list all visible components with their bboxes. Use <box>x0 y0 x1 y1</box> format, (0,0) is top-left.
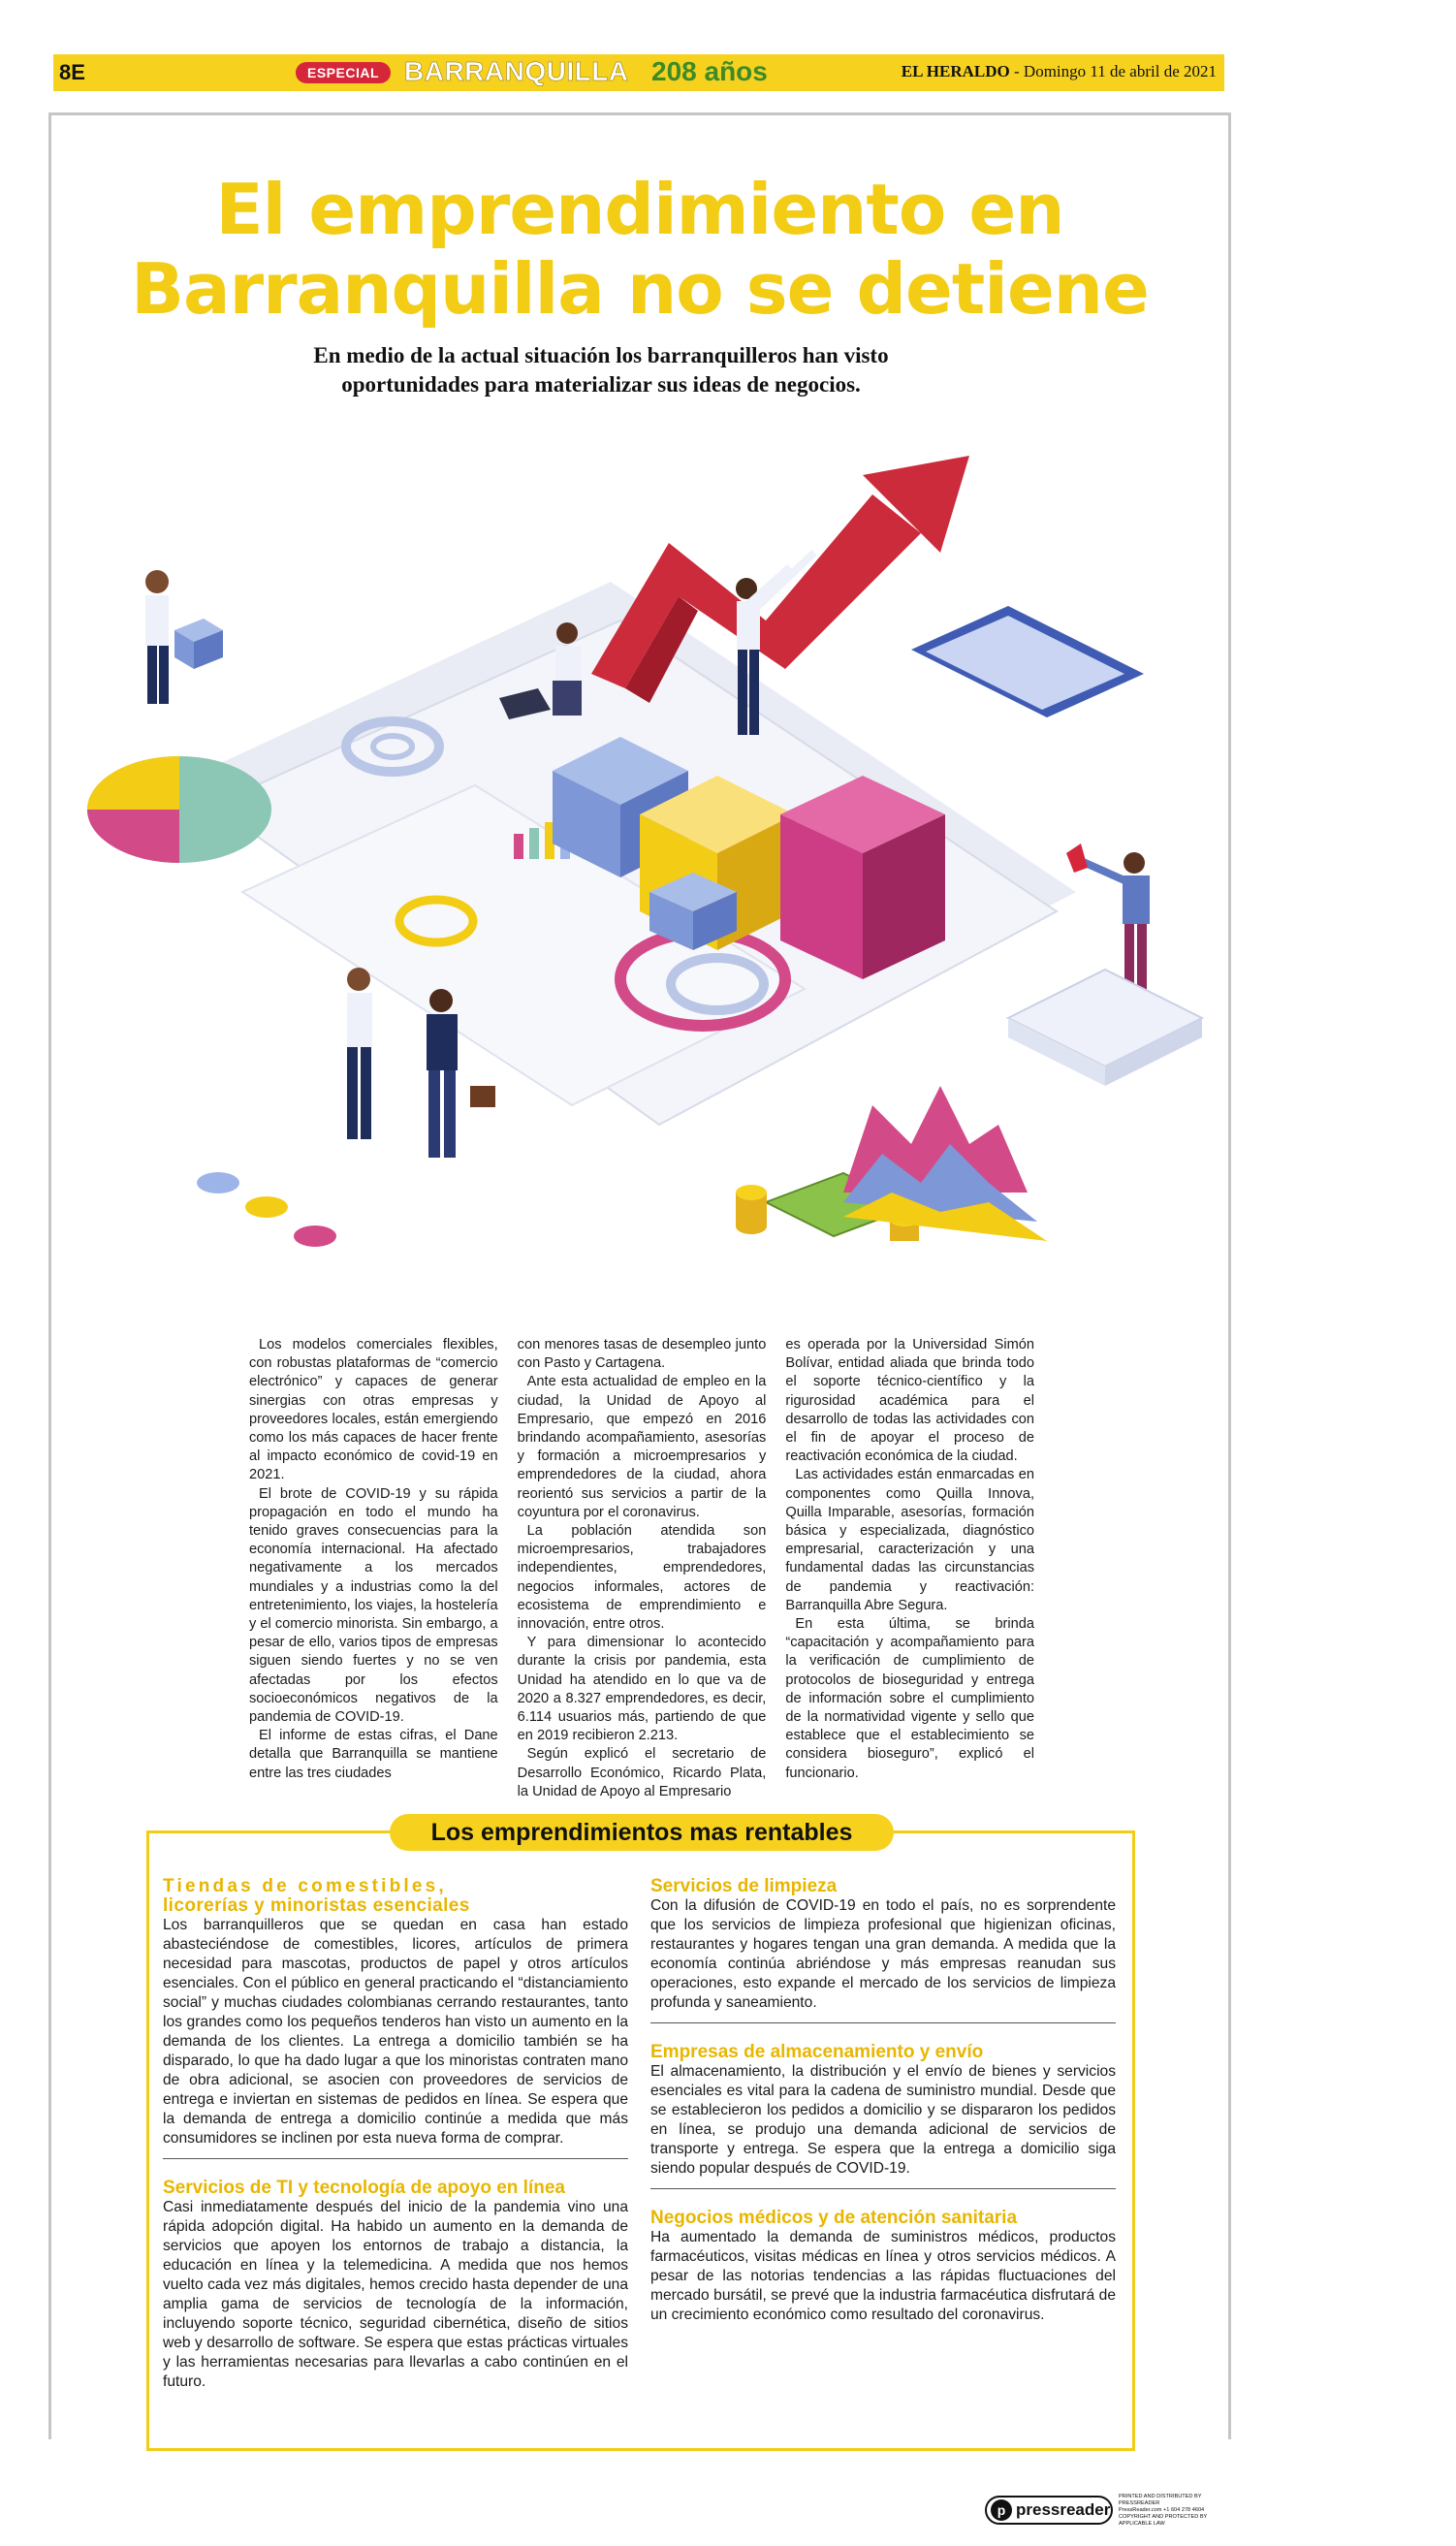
divider <box>650 2188 1116 2189</box>
box-title: Los emprendimientos mas rentables <box>390 1814 894 1851</box>
body-column-2 <box>517 1336 767 1799</box>
business-growth-illustration <box>68 349 1212 1299</box>
notice-line: PRINTED AND DISTRIBUTED BY PRESSREADER <box>1119 2493 1202 2506</box>
notice-line: PressReader.com +1 604 278 4604 <box>1119 2506 1205 2513</box>
item-text: Con la difusión de COVID-19 en todo el país, no es sorprendente que los servicios de limpieza profesional que higienizan oficinas, restaurantes y hogares tengan una gran demanda. A medida que la economía continúa abriéndose y más empresas reanudan sus operaciones, esto expande el mercado de los servicios de limpieza profunda y saneamiento. <box>650 1897 1116 2011</box>
especial-badge: ESPECIAL <box>296 62 391 83</box>
paragraph: con menores tasas de desempleo junto con Pasto y Cartagena. <box>517 1337 767 1372</box>
paragraph: Y para dimensionar lo acontecido durante la crisis por pandemia, esta Unidad ha atendido en lo que va de 2020 a 8.327 emprendedores, es decir, 6.114 usuarios más, partiendo de que en 2019 recibieron 2.213. <box>517 1635 767 1744</box>
page-number: 8E <box>59 60 85 84</box>
box-column-left <box>163 1877 628 2402</box>
paragraph: El brote de COVID-19 y su rápida propagación en todo el mundo ha tenido graves consecuencias para la economía internacional. Ha afectado negativamente a los mercados mundiales y a industrias como la del entretenimiento, los viajes, la hostelería y el comercio minorista. Sin embargo, a pesar de ello, varios tipos de empresas siguen siendo fuertes y no se ven afectadas por los efectos socioeconómicos negativos de la pandemia de COVID-19. <box>249 1485 498 1726</box>
paragraph: Según explicó el secretario de Desarrollo Económico, Ricardo Plata, la Unidad de Apoyo al Empresario <box>517 1746 767 1799</box>
pressreader-notice <box>1119 2494 1239 2528</box>
paragraph: es operada por la Universidad Simón Bolívar, entidad aliada que brinda todo el soporte técnico-científico y la rigurosidad académica para el desarrollo de todas las actividades con el fin de apoyar el proceso de reactivación económica de la ciudad. <box>785 1337 1035 1465</box>
article-subtitle: En medio de la actual situación los barranquilleros han visto oportunidades para materializar sus ideas de negocios. <box>313 343 889 397</box>
publication-date: - Domingo 11 de abril de 2021 <box>1014 62 1217 80</box>
masthead <box>902 62 1217 81</box>
item-title: Empresas de almacenamiento y envío <box>650 2042 984 2062</box>
item-title: licorerías y minoristas esenciales <box>163 1895 470 1916</box>
pressreader-logo[interactable] <box>985 2496 1113 2525</box>
title-line-2: Barranquilla no se detiene <box>131 248 1149 330</box>
section-years: 208 años <box>651 56 768 86</box>
paragraph: Los modelos comerciales flexibles, con robustas plataformas de “comercio electrónico” y capaces de generar sinergias con otras empresas y proveedores locales, están emergiendo como los más capaces de hacer frente al impacto económico de covid-19 en 2021. <box>249 1337 498 1483</box>
paragraph: Ante esta actualidad de empleo en la ciudad, la Unidad de Apoyo al Empresario, que empezó en 2016 brindando acompañamiento, asesorías y formación a microempresarios y emprendedores de la ciudad, ahora reorientó sus servicios a partir de la coyuntura por el coronavirus. <box>517 1374 767 1520</box>
divider <box>163 2158 628 2159</box>
paragraph: El informe de estas cifras, el Dane detalla que Barranquilla se mantiene entre las tres ciudades <box>249 1728 498 1781</box>
body-column-3 <box>785 1336 1035 1781</box>
paragraph: En esta última, se brinda “capacitación y acompañamiento para la verificación de cumplimiento de protocolos de bioseguridad y entrega de información sobre el cumplimiento de la normatividad vigente y sello que establece que el establecimiento se considera bioseguro”, explicó el funcionario. <box>785 1616 1035 1781</box>
paragraph: Las actividades están enmarcadas en componentes como Quilla Innova, Quilla Imparable, asesorías, formación básica y especializada, diagnóstico empresarial, caracterización y una fundamental dadas las circunstancias de pandemia y reactivación: Barranquilla Abre Segura. <box>785 1467 1035 1613</box>
pressreader-footer <box>985 2494 1241 2527</box>
item-title: Servicios de TI y tecnología de apoyo en línea <box>163 2178 565 2198</box>
item-title: Servicios de limpieza <box>650 1876 838 1896</box>
box-column-right <box>650 1877 1116 2335</box>
pressreader-brand: pressreader <box>1016 2500 1111 2519</box>
item-text: Los barranquilleros que se quedan en casa han estado abasteciéndose de comestibles, licores, artículos de primera necesidad para mascotas, productos de papel y otros artículos esenciales. Con el público en general practicando el “distanciamiento social” y muchas ciudades colombianas cerrando restaurantes, tanto los grandes como los pequeños tenderos han visto un aumento en la demanda de los clientes. La entrega a domicilio también se ha disparado, lo que ha dado lugar a que los minoristas contraten mano de obra adicional, se asocien con proveedores de servicios de entrega e inviertan en sistemas de pedidos en línea. Se espera que la demanda de entrega a domicilio continúe a medida que más consumidores se inclinen por esta nueva forma de comprar. <box>163 1917 628 2147</box>
section-name: BARRANQUILLA <box>404 56 629 86</box>
body-column-1 <box>249 1336 498 1781</box>
newspaper-name: EL HERALDO <box>901 62 1010 80</box>
item-title: Tiendas de comestibles, <box>163 1876 447 1896</box>
notice-line: COPYRIGHT AND PROTECTED BY APPLICABLE LAW <box>1119 2513 1208 2527</box>
article-body <box>249 1336 1035 1799</box>
item-title: Negocios médicos y de atención sanitaria <box>650 2208 1018 2228</box>
page-header <box>53 54 1224 91</box>
paragraph: La población atendida son microempresarios, trabajadores independientes, emprendedores, negocios informales, actores de ecosistema de emprendimiento e innovación, entre otros. <box>517 1523 767 1633</box>
item-text: Casi inmediatamente después del inicio de la pandemia vino una rápida adopción digital. Ha habido un aumento en la demanda de servicios que apoyen los entornos de trabajo a distancia, la educación en línea y la telemedicina. A medida que nos hemos vuelto cada vez más digitales, hemos crecido hasta depender de una amplia gama de servicios de tecnología de la información, incluyendo soporte técnico, seguridad cibernética, diseño de sitios web y desarrollo de software. Se espera que estas prácticas virtuales y las herramientas necesarias para llevarlas a cabo continúen en el futuro. <box>163 2199 628 2390</box>
title-line-1: El emprendimiento en <box>215 169 1064 250</box>
article-title <box>58 170 1221 329</box>
item-text: Ha aumentado la demanda de suministros médicos, productos farmacéuticos, visitas médicas en línea y otros servicios médicos. A pesar de las notorias tendencias a las rápidas fluctuaciones del mercado bursátil, se prevé que la industria farmacéutica disfrutará de un crecimiento económico como resultado del coronavirus. <box>650 2229 1116 2323</box>
divider <box>650 2022 1116 2023</box>
profitable-businesses-box <box>146 1818 1135 2451</box>
pressreader-icon: p <box>991 2499 1012 2521</box>
item-text: El almacenamiento, la distribución y el envío de bienes y servicios esenciales es vital para la cadena de suministro mundial. Desde que se establecieron los pedidos a domicilio y se dispararon los pedidos en línea, se produjo una demanda adicional de servicios de transporte y entrega. Se espera que la entrega a domicilio siga siendo popular después de COVID-19. <box>650 2063 1116 2177</box>
